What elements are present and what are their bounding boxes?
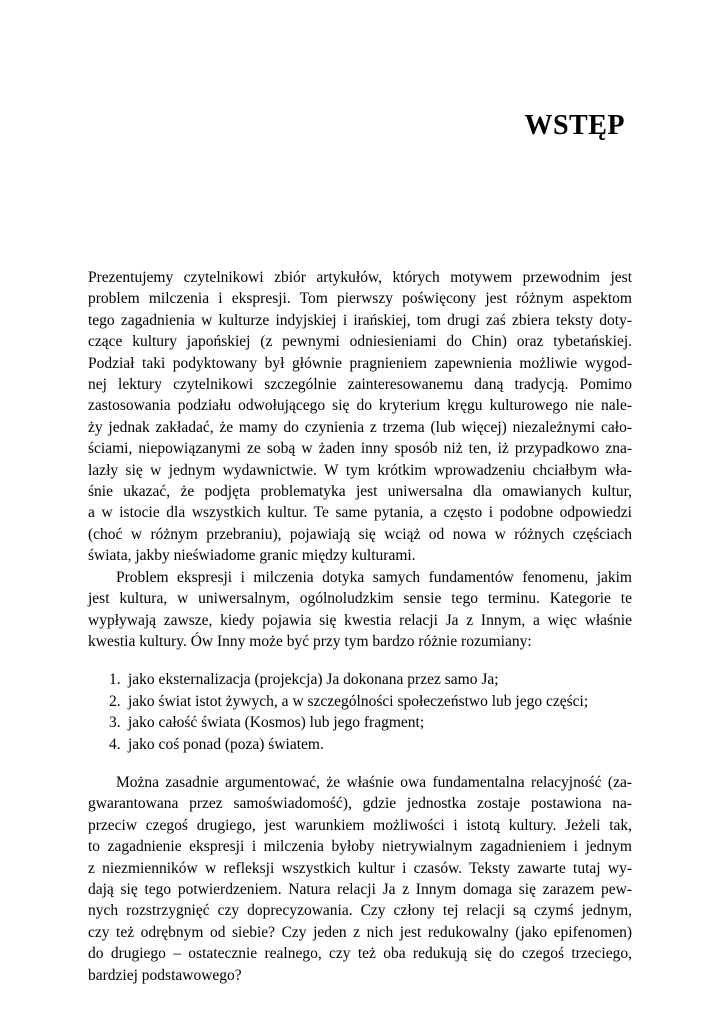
text-line: a w istocie dla wszystkich kultur. Te same pytania, a często i podobne odpowiedzi [88, 504, 632, 522]
list-item-number: 4. [109, 735, 121, 753]
list-item [88, 669, 632, 690]
text-line: gwarantowana przez samoświadomość), gdzie jednostka zostaje postawiona na- [88, 795, 632, 813]
text-line: z niezmienników w refleksji wszystkich kultur i czasów. Teksty zawarte tutaj wy- [88, 859, 632, 877]
text-line: ży jednak zakładać, że mamy do czynienia z trzema (lub więcej) niezależnymi cało- [88, 418, 632, 436]
list-item-number: 2. [109, 692, 121, 710]
text-line: to zagadnienie ekspresji i milczenia byłoby nietrywialnym zagadnieniem i jednym [88, 838, 632, 856]
text-line: świata, jakby nieświadome granic między kulturami. [88, 547, 416, 565]
text-line: Prezentujemy czytelnikowi zbiór artykułów, których motywem przewodnim jest [88, 269, 632, 286]
text-line: Podział taki podyktowany był głównie pragnieniem zapewnienia możliwie wygod- [88, 354, 632, 372]
text-line: śnie ukazać, że podjęta problematyka jest uniwersalna dla omawianych kultur, [88, 483, 632, 501]
text-line: nych rozstrzygnięć czy doprecyzowania. Czy człony tej relacji są czymś jednym, [88, 902, 632, 920]
text-line: (choć w różnym przebraniu), pojawiają się wciąż od nowa w różnych częściach [88, 525, 632, 543]
body-text [88, 267, 632, 986]
list-item [88, 712, 632, 733]
list-item-text: jako całość świata (Kosmos) lub jego fragment; [128, 714, 425, 732]
page-title: WSTĘP [524, 110, 625, 141]
list-item-number: 3. [109, 714, 121, 732]
text-line: problem milczenia i ekspresji. Tom pierwszy poświęcony jest różnym aspektom [88, 290, 632, 308]
list-item [88, 691, 632, 712]
text-line: tego zagadnienia w kulturze indyjskiej i irańskiej, tom drugi zaś zbiera teksty doty- [88, 311, 632, 329]
text-line: ściami, niepowiązanymi ze sobą w żaden inny sposób niż ten, iż przypadkowo zna- [88, 440, 632, 458]
text-line: lazły się w jednym wydawnictwie. W tym krótkim wprowadzeniu chciałbym wła- [88, 461, 632, 479]
text-line: czy też odrębnym od siebie? Czy jeden z nich jest redukowalny (jako epifenomen) [88, 923, 632, 941]
text-line: zastosowania podziału odwołującego się do kryterium kręgu kulturowego nie nale- [88, 397, 632, 415]
numbered-list [88, 669, 632, 755]
paragraph-2 [88, 567, 632, 653]
text-line: przeciw czegoś drugiego, jest warunkiem możliwości i istotą kultury. Jeżeli tak, [88, 816, 632, 834]
list-item-text: jako świat istot żywych, a w szczególności społeczeństwo lub jego części; [128, 692, 589, 710]
text-line: czące kultury japońskiej (z pewnymi odniesieniami do Chin) oraz tybetańskiej. [88, 333, 632, 351]
paragraph-3 [88, 772, 632, 986]
text-line: wypływają zawsze, kiedy pojawia się kwestia relacji Ja z Innym, a więc właśnie [88, 611, 632, 629]
list-item-number: 1. [109, 671, 121, 689]
list-item [88, 734, 632, 755]
text-line: Problem ekspresji i milczenia dotyka samych fundamentów fenomenu, jakim [116, 568, 632, 586]
paragraph-1 [88, 267, 632, 567]
text-line: dają się tego potwierdzeniem. Natura relacji Ja z Innym domaga się zarazem pew- [88, 880, 632, 898]
text-line: jest kultura, w uniwersalnym, ogólnoludzkim sensie tego terminu. Kategorie te [88, 590, 632, 608]
list-item-text: jako coś ponad (poza) światem. [128, 735, 324, 753]
text-line: kwestia kultury. Ów Inny może być przy tym bardzo różnie rozumiany: [88, 632, 532, 650]
text-line: do drugiego – ostatecznie realnego, czy też oba redukują się do czegoś trzeciego, [88, 945, 632, 963]
list-item-text: jako eksternalizacja (projekcja) Ja dokonana przez samo Ja; [128, 671, 499, 689]
text-line: bardziej podstawowego? [88, 966, 242, 984]
text-line: nej lektury czytelnikowi szczególnie zainteresowanemu daną tradycją. Pomimo [88, 376, 632, 394]
text-line: Można zasadnie argumentować, że właśnie owa fundamentalna relacyjność (za- [116, 773, 632, 791]
